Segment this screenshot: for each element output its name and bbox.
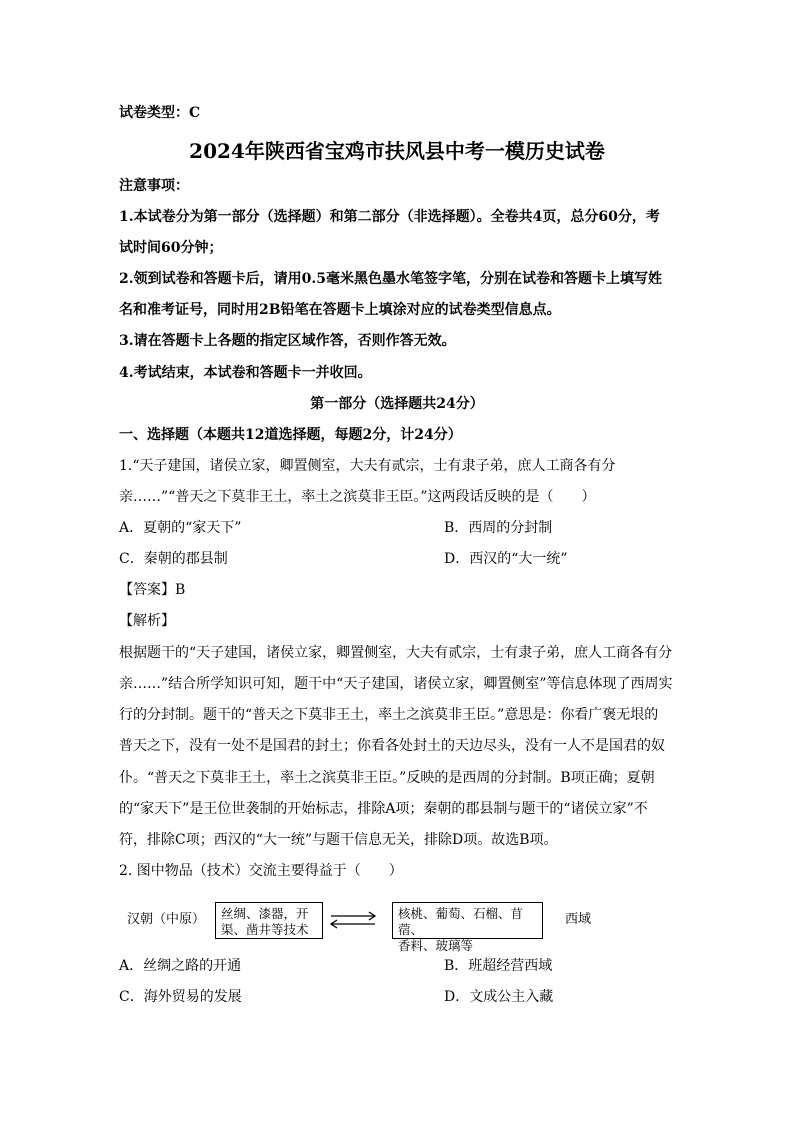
q1-option-d[interactable]: D．西汉的“大一统” [444,551,568,567]
part1-heading: 第一部分（选择题共24分） [310,396,484,412]
q2-option-d[interactable]: D．文成公主入藏 [444,989,554,1005]
q2-option-a[interactable]: A．丝绸之路的开通 [119,958,242,974]
q2-option-c[interactable]: C．海外贸易的发展 [119,989,242,1005]
q1-option-a[interactable]: A．夏朝的“家天下” [119,520,242,536]
diagram-left-box-line: 丝绸、漆器，开 [221,906,309,921]
page-title: 2024年陕西省宝鸡市扶风县中考一模历史试卷 [189,139,605,163]
diagram-right-box-line: 核桃、葡萄、石榴、苜蓿、 [398,906,524,937]
section-heading: 一、选择题（本题共12道选择题，每题2分，计24分） [119,427,462,443]
notice-line: 3.请在答题卡上各题的指定区域作答，否则作答无效。 [119,333,456,349]
notice-line: 名和准考证号，同时用2B铅笔在答题卡上填涂对应的试卷类型信息点。 [119,302,561,318]
diagram-left-label: 汉朝（中原） [127,912,206,927]
exchange-arrows-icon [327,909,379,931]
diagram-left-box [215,902,323,939]
notice-heading: 注意事项： [119,178,189,194]
q1-analysis-line: 符，排除C项；西汉的“大一统”与题干信息无关，排除D项。故选B项。 [119,832,558,848]
q1-answer: 【答案】B [119,582,186,598]
q1-analysis-line: 的“家天下”是王位世袭制的开始标志，排除A项；秦朝的郡县制与题干的“诸侯立家”不 [119,801,648,817]
q1-analysis-line: 行的分封制。题干的“普天之下莫非王土，率土之滨莫非王臣。”意思是：你看广褒无垠的 [119,707,659,723]
q1-analysis-line: 亲……”结合所学知识可知，题干中“天子建国，诸侯立家，卿置侧室”等信息体现了西周实 [119,676,673,692]
q1-analysis-line: 根据题干的“天子建国，诸侯立家，卿置侧室，大夫有贰宗，士有隶子弟，庶人工商各有分 [119,645,673,661]
notice-line: 1.本试卷分为第一部分（选择题）和第二部分（非选择题）。全卷共4页，总分60分，考 [119,209,660,225]
q1-analysis-label: 【解析】 [119,613,175,629]
q1-analysis-line: 普天之下，没有一处不是国君的封土；你看各处封土的天边尽头，没有一人不是国君的奴 [119,738,665,754]
q1-option-c[interactable]: C．秦朝的郡县制 [119,551,228,567]
q1-option-b[interactable]: B．西周的分封制 [444,520,553,536]
q2-stem: 2. 图中物品（技术）交流主要得益于（ ） [119,863,403,879]
q2-option-b[interactable]: B．班超经营西域 [444,958,553,974]
diagram-right-label: 西域 [565,912,592,927]
notice-line: 试时间60分钟； [119,240,223,256]
notice-line: 4.考试结束，本试卷和答题卡一并收回。 [119,365,372,381]
paper-type: 试卷类型：C [119,105,201,121]
notice-line: 2.领到试卷和答题卡后，请用0.5毫米黑色墨水笔签字笔，分别在试卷和答题卡上填写姓 [119,271,662,287]
diagram-right-box [392,902,543,953]
q1-analysis-line: 仆。“普天之下莫非王土，率土之滨莫非王臣。”反映的是西周的分封制。B项正确；夏朝 [119,770,655,786]
diagram-right-box-line: 香料、玻璃等 [398,938,474,953]
q1-stem-line: 亲……”“普天之下莫非王土，率土之滨莫非王臣。”这两段话反映的是（ ） [119,489,596,505]
diagram-left-box-line: 渠、凿井等技术 [221,922,309,937]
q1-stem-line: 1.“天子建国，诸侯立家，卿置侧室，大夫有贰宗，士有隶子弟，庶人工商各有分 [119,458,616,474]
